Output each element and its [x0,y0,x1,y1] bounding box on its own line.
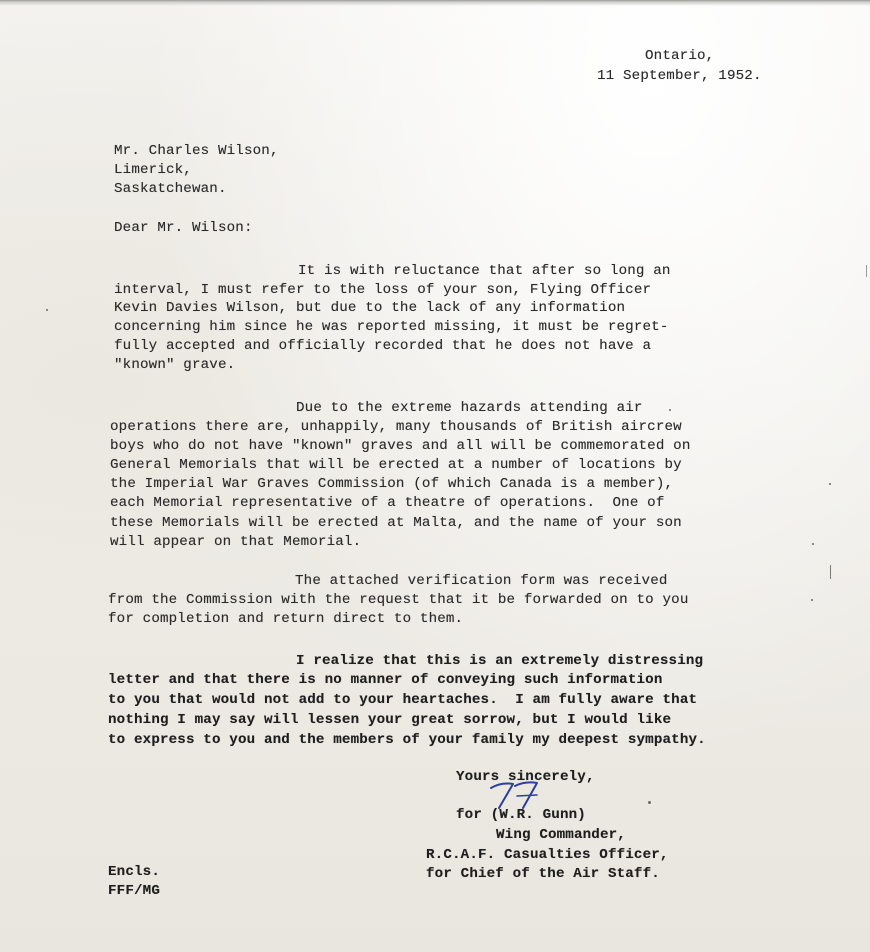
salutation: Dear Mr. Wilson: [114,220,253,236]
signature-title: R.C.A.F. Casualties Officer, [426,847,669,863]
paragraph-1-line-2: interval, I must refer to the loss of your son, Flying Officer [114,282,652,298]
paragraph-2-line-4: General Memorials that will be erected at a number of locations by [110,457,682,473]
closing: Yours sincerely, [456,769,595,785]
paragraph-2-line-2: operations there are, unhappily, many thousands of British aircrew [110,419,682,435]
signature-for-line: for (W.R. Gunn) [456,807,586,823]
recipient-province: Saskatchewan. [114,181,227,197]
enclosures-label: Encls. [108,864,160,880]
paragraph-1-line-4: concerning him since he was reported missing, it must be regret- [114,319,669,335]
paragraph-1-line-6: "known" grave. [114,357,236,373]
paragraph-2-line-5: the Imperial War Graves Commission (of which Canada is a member), [110,476,674,492]
paper-speck [648,801,651,804]
paragraph-1-line-5: fully accepted and officially recorded that he does not have a [114,338,652,354]
paper-speck [669,409,671,411]
paragraph-1-line-1: It is with reluctance that after so long an [298,263,671,279]
letter-place: Ontario, [645,48,715,64]
paper-scratch [866,265,867,277]
paper-speck [829,483,831,485]
recipient-name: Mr. Charles Wilson, [114,143,279,159]
signature-on-behalf: for Chief of the Air Staff. [426,866,660,882]
paragraph-3-line-3: for completion and return direct to them. [108,611,464,627]
paragraph-3-line-1: The attached verification form was received [295,573,668,589]
paragraph-4-line-4: nothing I may say will lessen your great sorrow, but I would like [108,712,672,728]
paragraph-3-line-2: from the Commission with the request that it be forwarded on to you [108,592,689,608]
recipient-town: Limerick, [114,162,192,178]
paragraph-2-line-7: these Memorials will be erected at Malta, and the name of your son [110,515,682,531]
paragraph-2-line-6: each Memorial representative of a theatre of operations. One of [110,495,665,511]
paragraph-2-line-1: Due to the extreme hazards attending air [296,400,643,416]
paper-speck [46,309,48,311]
paragraph-2-line-8: will appear on that Memorial. [110,534,362,550]
paper-scratch [830,565,831,579]
paper-speck [811,599,813,601]
letter-date: 11 September, 1952. [597,68,762,84]
paragraph-4-line-5: to express to you and the members of your family my deepest sympathy. [108,732,706,748]
reference-initials: FFF/MG [108,883,160,899]
paragraph-1-line-3: Kevin Davies Wilson, but due to the lack of any information [114,300,626,316]
paragraph-4-line-2: letter and that there is no manner of conveying such information [108,672,663,688]
paragraph-2-line-3: boys who do not have "known" graves and all will be commemorated on [110,438,691,454]
paragraph-4-line-1: I realize that this is an extremely distressing [296,653,704,669]
paper-speck [812,543,814,545]
signature-rank: Wing Commander, [496,827,626,843]
paragraph-4-line-3: to you that would not add to your heartaches. I am fully aware that [108,692,698,708]
